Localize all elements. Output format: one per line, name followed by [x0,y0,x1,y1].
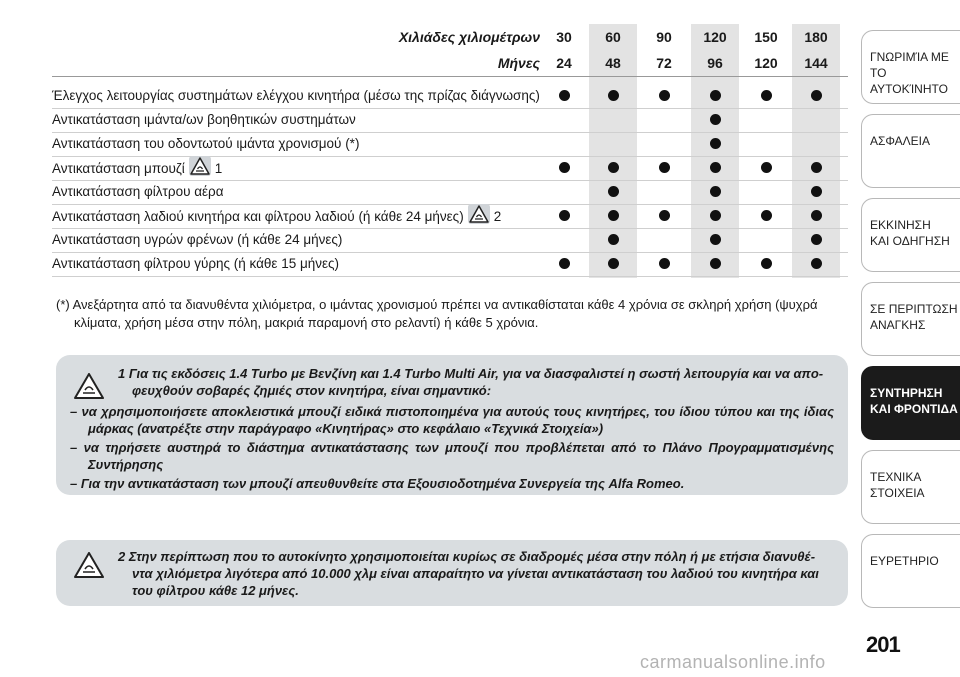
sidebar-tab[interactable] [861,114,960,188]
sidebar-tab[interactable] [861,198,960,272]
row-label [52,88,540,103]
row-label [52,208,501,227]
row-label-text: Αντικατάσταση υγρών φρένων (ή κάθε 24 μήνες) [52,232,343,247]
row-label-text: Αντικατάσταση φίλτρου γύρης (ή κάθε 15 μήνες) [52,256,340,271]
sidebar-tab-label: ΤΕΧΝΙΚΑ [870,470,922,484]
months-header-label: Μήνες [497,55,540,71]
sidebar-tab[interactable] [861,534,960,608]
month-value: 96 [707,55,723,71]
maintenance-dot [761,258,772,269]
sidebar-tab[interactable] [861,450,960,524]
table-row [52,84,848,109]
sidebar-tab-label: ΑΣΦΑΛΕΙΑ [870,134,931,148]
maintenance-dot [710,258,721,269]
maintenance-dot [659,210,670,221]
sidebar-tab-label: ΑΝΑΓΚΗΣ [870,318,926,332]
sidebar-tab-label: ΕΥΡΕΤΗΡΙΟ [870,554,939,568]
warning-icon [468,204,490,227]
month-value: 144 [804,55,828,71]
maintenance-dot [710,114,721,125]
maintenance-dot [559,90,570,101]
km-value: 90 [656,29,672,45]
maintenance-dot [761,162,772,173]
sidebar-tab[interactable] [861,366,960,440]
sidebar-tab-label: ΣΕ ΠΕΡΙΠΤΩΣΗ [870,302,958,316]
row-label [52,136,359,151]
maintenance-dot [608,162,619,173]
sidebar-tab-label: ΓΝΩΡΙΜΊΑ ΜΕ ΤΟ [870,50,949,80]
km-value: 120 [703,29,727,45]
km-value: 180 [804,29,828,45]
maintenance-dot [710,234,721,245]
oil-change-note-text: 2 Στην περίπτωση που το αυτοκίνητο χρησιμοποιείται κυρίως σε διαδρομές μέσα στην πόλη ή με ετήσια διανυθέ-ντα χιλιόμετρα λιγότερα από 10.000 χλμ είναι απαραίτητο να γίνεται αντικατάσταση του λαδιού του κινητήρα και του φίλτρου κάθε 12 μήνες. [118,549,819,598]
maintenance-dot [559,210,570,221]
maintenance-dot [608,90,619,101]
maintenance-dot [710,210,721,221]
maintenance-dot [659,162,670,173]
maintenance-dot [559,162,570,173]
sidebar-tab[interactable] [861,282,960,356]
note-reference: 2 [493,209,502,225]
warning-icon [74,373,104,403]
note-reference: 1 [214,161,223,177]
row-label-text: Αντικατάσταση λαδιού κινητήρα και φίλτρου λαδιού (ή κάθε 24 μήνες) [52,209,464,225]
list-item: – να τηρήσετε αυστηρά το διάστημα αντικατάστασης των μπουζί που προβλέπεται από το Πλάνο Προγραμματισμένης Συντήρησης [70,440,834,472]
months-header-row [52,50,848,77]
maintenance-dot [608,210,619,221]
maintenance-dot [761,90,772,101]
timing-belt-footnote: (*) Ανεξάρτητα από τα διανυθέντα χιλιόμετρα, ο ιμάντας χρονισμού πρέπει να αντικαθίσταται κάθε 4 χρόνια σε σκληρή χρήση (ψυχρά κλίματα, χρήση μέσα στην πόλη, μακριά παραμονή στο ρελαντί) ή κάθε 5 χρόνια. [56,297,818,330]
sidebar-tab-label: ΚΑΙ ΟΔΗΓΗΣΗ [870,234,950,248]
row-label-text: Αντικατάσταση του οδοντωτού ιμάντα χρονισμού (*) [52,136,360,151]
list-item: – να χρησιμοποιήσετε αποκλειστικά μπουζί ειδικά πιστοποιημένα για αυτούς τους κινητήρες, του ίδιου τύπου και της ίδιας μάρκας (ανατρέξτε στην παράγραφο «Κινητήρας» στο κεφάλαιο «Τεχνικά Στοιχεία») [70,404,834,436]
table-row [52,228,848,253]
sidebar-tab-label: ΕΚΚΙΝΗΣΗ [870,218,931,232]
maintenance-dot [608,234,619,245]
maintenance-dot [608,186,619,197]
month-value: 72 [656,55,672,71]
watermark: carmanualsonline.info [640,652,826,672]
month-value: 120 [754,55,778,71]
maintenance-dot [559,258,570,269]
table-row [52,108,848,133]
spark-plug-note [56,355,848,495]
row-label [52,160,222,179]
oil-change-note [56,540,848,606]
maintenance-dot [659,258,670,269]
row-label [52,232,342,247]
warning-icon [74,552,104,582]
table-row [52,156,848,181]
row-label [52,184,224,199]
table-row [52,132,848,157]
maintenance-dot [608,258,619,269]
list-item: – Για την αντικατάσταση των μπουζί απευθυνθείτε στα Εξουσιοδοτημένα Συνεργεία της Alfa Romeo. [70,476,685,491]
month-value: 24 [556,55,572,71]
row-label-text: Έλεγχος λειτουργίας συστημάτων ελέγχου κινητήρα (μέσω της πρίζας διάγνωσης) [52,88,540,103]
row-label-text: Αντικατάσταση ιμάντα/ων βοηθητικών συστημάτων [52,112,356,127]
table-row [52,252,848,277]
maintenance-dot [710,138,721,149]
sidebar-tab-label: ΚΑΙ ΦΡΟΝΤΙΔΑ [870,402,958,416]
table-row [52,180,848,205]
row-label [52,256,339,271]
maintenance-dot [710,162,721,173]
maintenance-dot [811,90,822,101]
maintenance-dot [659,90,670,101]
maintenance-dot [811,162,822,173]
warning-icon [189,156,211,179]
table-row [52,204,848,229]
sidebar-tab[interactable] [861,30,960,104]
maintenance-dot [761,210,772,221]
km-value: 30 [556,29,572,45]
maintenance-dot [710,186,721,197]
maintenance-dot [710,90,721,101]
maintenance-dot [811,258,822,269]
maintenance-dot [811,186,822,197]
maintenance-dot [811,210,822,221]
km-value: 60 [605,29,621,45]
row-label-text: Αντικατάσταση μπουζί [52,161,185,177]
spark-plug-note-heading: 1 Για τις εκδόσεις 1.4 Turbo με Βενζίνη και 1.4 Turbo Multi Air, για να διασφαλιστεί η σωστή λειτουργία και να απο-φευχθούν σοβαρές ζημιές στον κινητήρα, είναι σημαντικό: [118,366,824,398]
spark-plug-note-list [70,403,834,494]
page-number: 201 [866,632,900,657]
km-header-label: Χιλιάδες χιλιομέτρων [398,29,540,45]
sidebar-tab-label: ΣΥΝΤΗΡΗΣΗ [870,386,943,400]
row-label-text: Αντικατάσταση φίλτρου αέρα [52,184,224,199]
month-value: 48 [605,55,621,71]
km-header-row [52,24,848,50]
sidebar-tab-label: ΣΤΟΙΧΕΙΑ [870,486,925,500]
sidebar-tab-label: ΑΥΤΟΚΊΝΗΤΟ [870,82,948,96]
km-value: 150 [754,29,778,45]
maintenance-dot [811,234,822,245]
row-label [52,112,356,127]
